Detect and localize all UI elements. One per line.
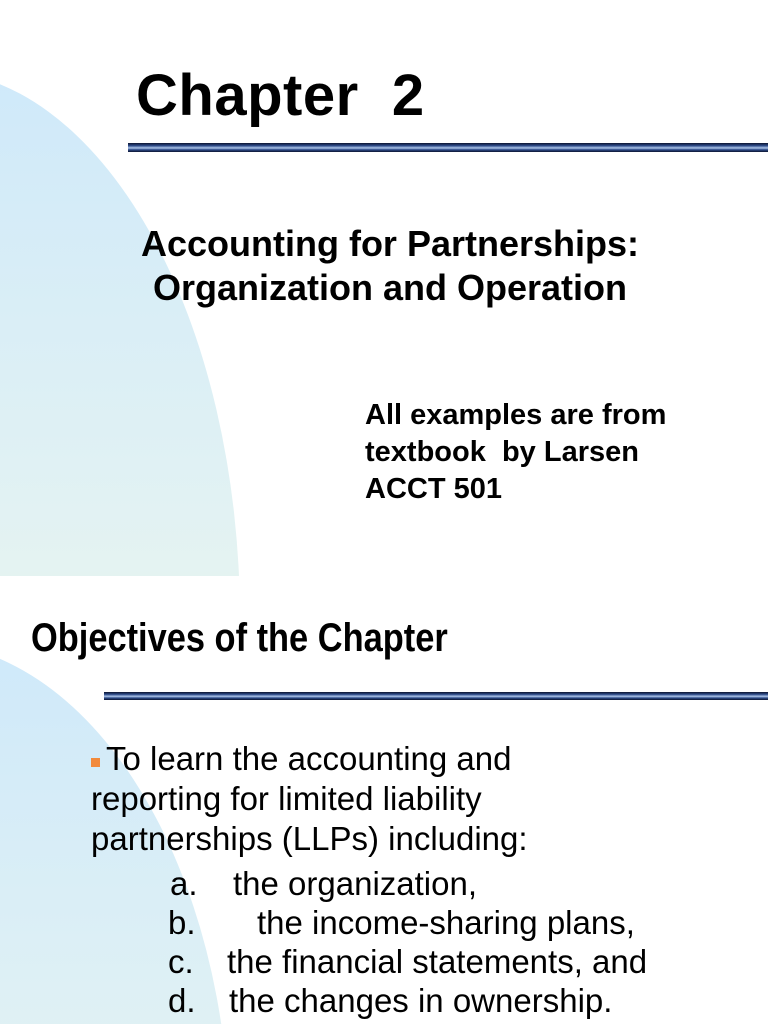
list-item-text: the financial statements, and	[227, 943, 648, 980]
list-item	[168, 942, 647, 982]
list-item	[168, 981, 612, 1021]
square-bullet-icon	[91, 758, 100, 767]
bullet-line-3: partnerships (LLPs) including:	[91, 820, 528, 857]
chapter-subtitle	[0, 222, 768, 310]
chapter-title: Chapter 2	[136, 63, 425, 128]
source-note-line-1: All examples are from	[365, 399, 667, 431]
course-code: ACCT 501	[365, 473, 502, 505]
list-item-text: the changes in ownership.	[229, 982, 613, 1019]
list-item-text: the income-sharing plans,	[257, 904, 635, 941]
list-item	[170, 864, 477, 904]
source-note	[365, 397, 666, 508]
objectives-title: Objectives of the Chapter	[31, 616, 448, 660]
subtitle-line-2: Organization and Operation	[152, 267, 628, 308]
bullet-line-1	[91, 739, 731, 779]
source-note-line-2: textbook by Larsen	[365, 436, 639, 468]
list-item-letter: b.	[168, 904, 196, 941]
list-item-letter: c.	[168, 943, 194, 980]
subtitle-line-1: Accounting for Partnerships:	[140, 223, 640, 264]
title-divider-rule	[104, 692, 768, 700]
list-item-letter: a.	[170, 865, 198, 902]
objective-bullet	[91, 739, 731, 859]
list-item	[168, 903, 635, 943]
title-divider-rule	[128, 143, 768, 152]
list-item-text: the organization,	[233, 865, 478, 902]
bullet-line-2: reporting for limited liability	[91, 780, 482, 817]
list-item-letter: d.	[168, 982, 196, 1019]
bullet-line-1-text: To learn the accounting and	[106, 740, 512, 777]
slide-objectives	[0, 576, 768, 1024]
